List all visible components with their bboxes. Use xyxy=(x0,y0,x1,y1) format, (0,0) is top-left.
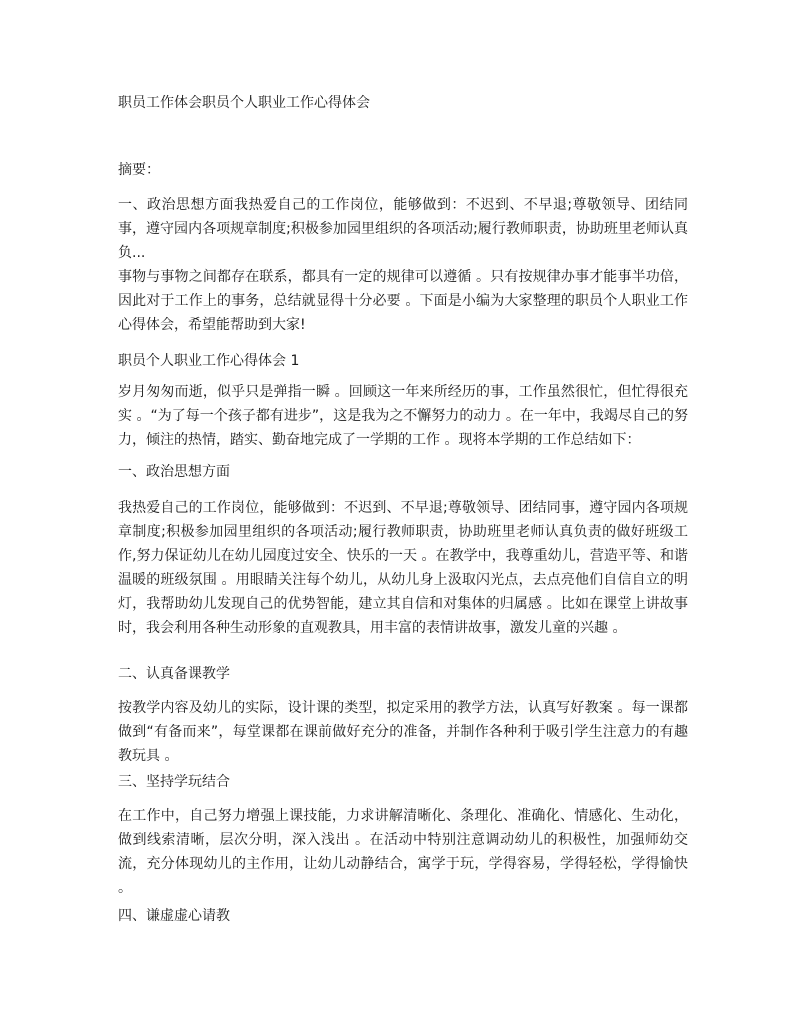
paragraph-3: 按教学内容及幼儿的实际，设计课的类型，拟定采用的教学方法，认真写好教案 。每一课都做到“有备而来”，每堂课都在课前做好充分的准备，并制作各种利于吸引学生注意力的有趣教玩具 。 xyxy=(118,700,688,764)
heading-learn-play: 三、坚持学玩结合 xyxy=(118,774,230,790)
abstract-label: 摘要： xyxy=(118,162,160,178)
section-title: 职员个人职业工作心得体会 1 xyxy=(118,353,300,369)
heading-humble: 四、谦虚虚心请教 xyxy=(118,908,230,924)
heading-lesson-prep: 二、认真备课教学 xyxy=(118,666,230,682)
document-title: 职员工作体会职员个人职业工作心得体会 xyxy=(118,95,370,111)
paragraph-4: 在工作中，自己努力增强上课技能，力求讲解清晰化、条理化、准确化、情感化、生动化，做到线索清晰，层次分明，深入浅出 。在活动中特别注意调动幼儿的积极性，加强师幼交流，充分体现幼儿的主作用，让幼儿动静结合，寓学于玩，学得容易，学得轻松，学得愉快 。 xyxy=(118,808,688,896)
paragraph-1: 岁月匆匆而逝，似乎只是弹指一瞬 。回顾这一年来所经历的事，工作虽然很忙，但忙得很充实 。“为了每一个孩子都有进步”，这是我为之不懈努力的动力 。在一年中，我竭尽自己的努力，倾注的热情，踏实、勤奋地完成了一学期的工作 。现将本学期的工作总结如下： xyxy=(118,384,688,448)
paragraph-2: 我热爱自己的工作岗位，能够做到：不迟到、不早退;尊敬领导、团结同事，遵守园内各项规章制度;积极参加园里组织的各项活动;履行教师职责，协助班里老师认真负责的做好班级工作,努力保证幼儿在幼儿园度过安全、快乐的一天 。在教学中，我尊重幼儿，营造平等、和谐温暖的班级氛围 。用眼睛关注每个幼儿，从幼儿身上汲取闪光点，去点亮他们自信自立的明灯，我帮助幼儿发现自己的优势智能，建立其自信和对集体的归属感 。比如在课堂上讲故事时，我会利用各种生动形象的直观教具，用丰富的表情讲故事，激发儿童的兴趣 。 xyxy=(118,500,688,636)
heading-political: 一、政治思想方面 xyxy=(118,464,230,480)
abstract-text: 一、政治思想方面我热爱自己的工作岗位，能够做到：不迟到、不早退;尊敬领导、团结同事，遵守园内各项规章制度;积极参加园里组织的各项活动;履行教师职责，协助班里老师认真负... xyxy=(118,197,688,261)
intro-paragraph: 事物与事物之间都存在联系，都具有一定的规律可以遵循 。只有按规律办事才能事半功倍，因此对于工作上的事务，总结就显得十分必要 。下面是小编为大家整理的职员个人职业工作心得体会，希望能帮助到大家! xyxy=(118,269,688,333)
